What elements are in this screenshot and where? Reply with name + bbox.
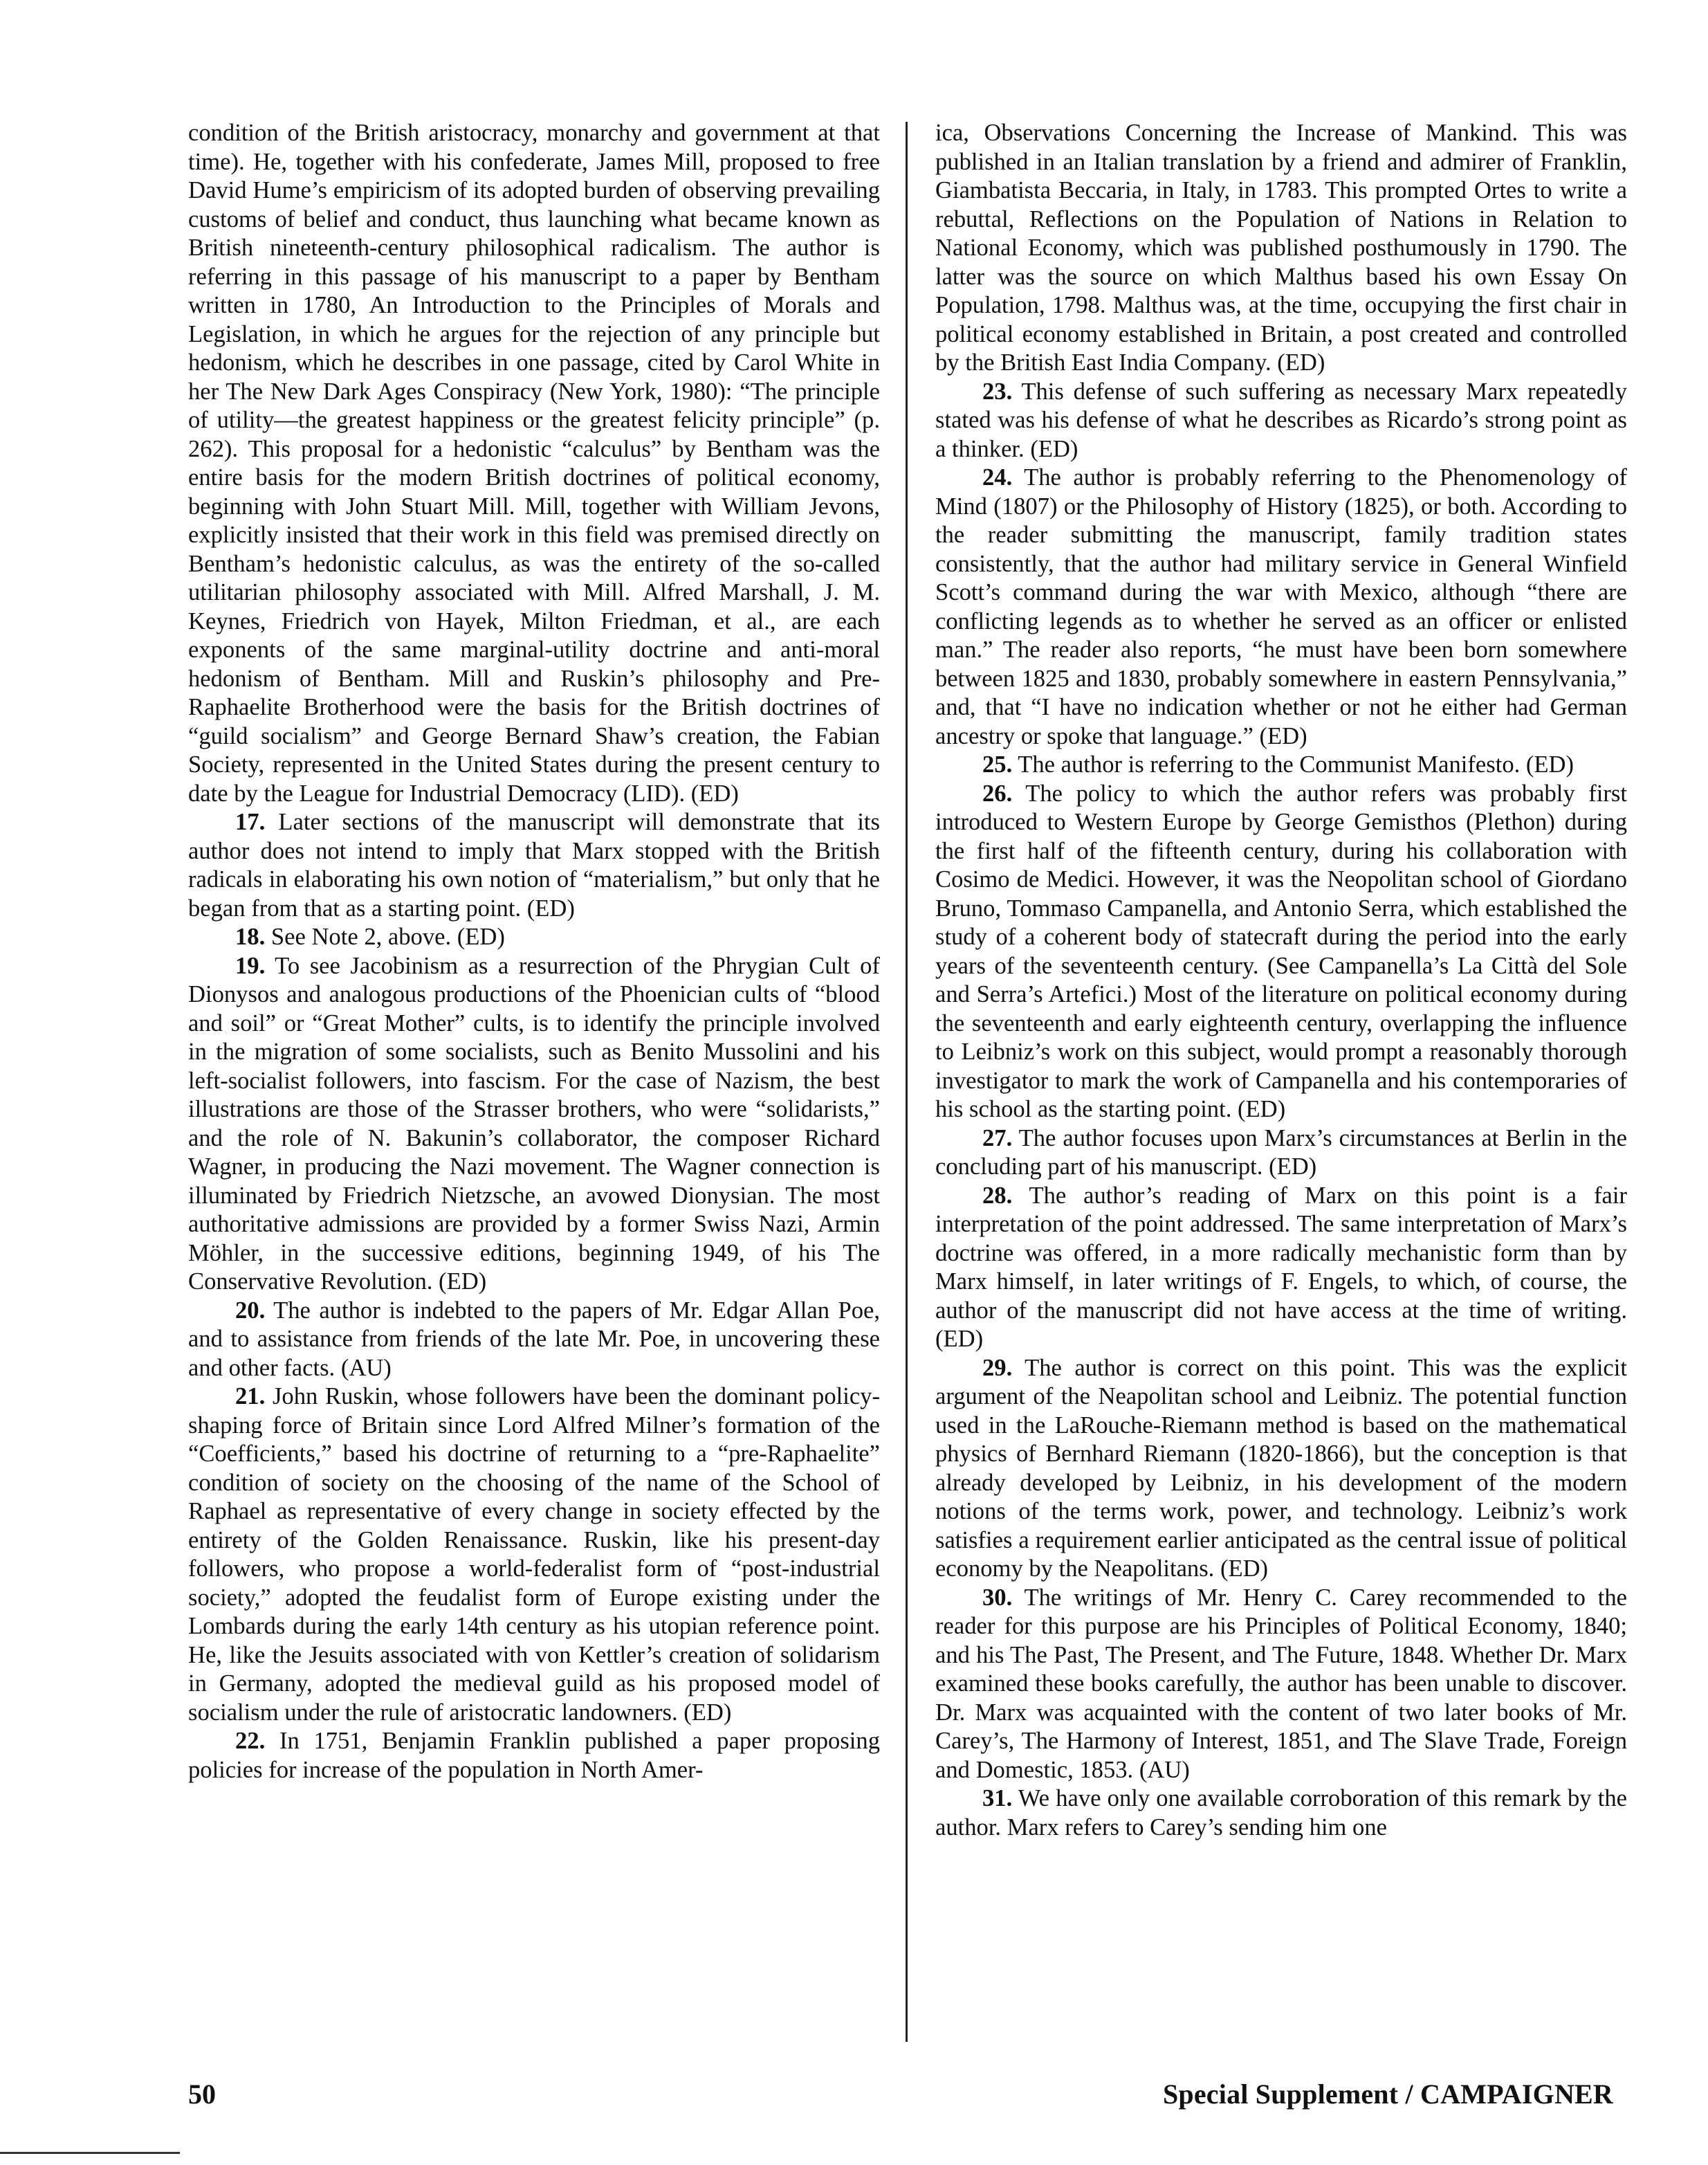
note-number: 23.	[982, 378, 1013, 405]
note-number: 21.	[235, 1383, 266, 1409]
note-text: We have only one available corroboration of this remark by the author. Marx refers to Carey’s sending him one	[935, 1785, 1627, 1840]
note-text: The author focuses upon Marx’s circumstances at Berlin in the concluding part of his manuscript. (ED)	[935, 1124, 1627, 1180]
note-18	[188, 923, 880, 952]
note-31	[935, 1784, 1627, 1842]
note-17	[188, 808, 880, 923]
note-text: See Note 2, above. (ED)	[270, 924, 505, 950]
note-25	[935, 751, 1627, 780]
note-number: 20.	[235, 1297, 266, 1324]
note-16-continuation: condition of the British aristocracy, monarchy and government at that time). He, together with his confederate, James Mill, proposed to free David Hume’s empiricism of its adopted burden of observing prevailing customs of belief and conduct, thus launching what became known as British nineteenth-century philosophical radicalism. The author is referring in this passage of his manuscript to a paper by Bentham written in 1780, An Introduction to the Principles of Morals and Legislation, in which he argues for the rejection of any principle but hedonism, which he describes in one passage, cited by Carol White in her The New Dark Ages Conspiracy (New York, 1980): “The principle of utility—the greatest happiness or the greatest felicity principle” (p. 262). This proposal for a hedonistic “calculus” by Bentham was the entire basis for the modern British doctrines of political economy, beginning with John Stuart Mill. Mill, together with William Jevons, explicitly insisted that their work in this field was premised directly on Bentham’s hedonistic calculus, as was the entirety of the so-called utilitarian philosophy associated with Mill. Alfred Marshall, J. M. Keynes, Friedrich von Hayek, Milton Friedman, et al., are each exponents of the same marginal-utility doctrine and anti-moral hedonism of Bentham. Mill and Ruskin’s philosophy and Pre-Raphaelite Brotherhood were the basis for the British doctrines of “guild socialism” and George Bernard Shaw’s creation, the Fabian Society, represented in the United States during the present century to date by the League for Industrial Democracy (LID). (ED)	[188, 120, 880, 807]
note-number: 17.	[235, 809, 266, 835]
note-27	[935, 1124, 1627, 1182]
note-19	[188, 952, 880, 1297]
note-29	[935, 1354, 1627, 1584]
note-text: To see Jacobinism as a resurrection of the Phrygian Cult of Dionysos and analogous productions of the Phoenician cults of “blood and soil” or “Great Mother” cults, is to identify the principle involved in the migration of some socialists, such as Benito Mussolini and his left-socialist followers, into fascism. For the case of Nazism, the best illustrations are those of the Strasser brothers, who were “solidarists,” and the role of N. Bakunin’s collaborator, the composer Richard Wagner, in producing the Nazi movement. The Wagner connection is illuminated by Friedrich Nietzsche, an avowed Dionysian. The most authoritative admissions are provided by a former Swiss Nazi, Armin Möhler, in the successive editions, beginning 1949, of his The Conservative Revolution. (ED)	[188, 952, 880, 1295]
note-number: 24.	[982, 464, 1013, 491]
note-number: 27.	[982, 1124, 1013, 1151]
note-text: The author is correct on this point. This was the explicit argument of the Neapolitan school and Leibniz. The potential function used in the LaRouche-Riemann method is based on the mathematical physics of Bernhard Riemann (1820-1866), but the conception is that already developed by Leibniz, in his development of the modern notions of the terms work, power, and technology. Leibniz’s work satisfies a requirement earlier anticipated as the central issue of political economy by the Neapolitans. (ED)	[935, 1354, 1627, 1582]
note-number: 31.	[982, 1785, 1013, 1811]
note-text: The author is indebted to the papers of Mr. Edgar Allan Poe, and to assistance from friends of the late Mr. Poe, in uncovering these and other facts. (AU)	[188, 1297, 880, 1381]
note-21	[188, 1382, 880, 1727]
note-text: This defense of such suffering as necessary Marx repeatedly stated was his defense of what he describes as Ricardo’s strong point as a thinker. (ED)	[935, 378, 1627, 462]
note-number: 22.	[235, 1728, 266, 1754]
note-text: Later sections of the manuscript will demonstrate that its author does not intend to imply that Marx stopped with the British radicals in elaborating his own notion of “materialism,” but only that he began from that as a starting point. (ED)	[188, 809, 880, 922]
note-30	[935, 1584, 1627, 1785]
note-23	[935, 378, 1627, 464]
note-20	[188, 1297, 880, 1383]
note-text: The author is probably referring to the Phenomenology of Mind (1807) or the Philosophy of History (1825), or both. According to the reader submitting the manuscript, family tradition states consistently, that the author had military service in General Winfield Scott’s command during the war with Mexico, although “there are conflicting legends as to whether he served as an officer or enlisted man.” The reader also reports, “he must have been born somewhere between 1825 and 1830, probably somewhere in eastern Pennsylvania,” and, that “I have no indication whether or not he either had German ancestry or spoke that language.” (ED)	[935, 464, 1627, 749]
note-number: 25.	[982, 751, 1013, 778]
note-text: The author is referring to the Communist Manifesto. (ED)	[1018, 751, 1574, 778]
page-number: 50	[188, 2079, 216, 2110]
note-text: In 1751, Benjamin Franklin published a paper proposing policies for increase of the population in North Amer-	[188, 1728, 880, 1783]
note-text: The writings of Mr. Henry C. Carey recommended to the reader for this purpose are his Principles of Political Economy, 1840; and his The Past, The Present, and The Future, 1848. Whether Dr. Marx examined these books carefully, the author has been unable to discover. Dr. Marx was acquainted with the content of two later books of Mr. Carey’s, The Harmony of Interest, 1851, and The Slave Trade, Foreign and Domestic, 1853. (AU)	[935, 1584, 1627, 1783]
note-number: 30.	[982, 1584, 1013, 1611]
left-column	[188, 119, 880, 1784]
note-text: The author’s reading of Marx on this point is a fair interpretation of the point addressed. The same interpretation of Marx’s doctrine was offered, in a more radically mechanistic form than by Marx himself, in later writings of F. Engels, to which, of course, the author of the manuscript did not have access at the time of writing. (ED)	[935, 1182, 1627, 1352]
bottom-edge-rule	[0, 2152, 180, 2154]
note-text: The policy to which the author refers was probably first introduced to Western Europe by George Gemisthos (Plethon) during the first half of the fifteenth century, during his collaboration with Cosimo de Medici. However, it was the Neopolitan school of Giordano Bruno, Tommaso Campanella, and Antonio Serra, which established the study of a coherent body of statecraft during the period into the early years of the seventeenth century. (See Campanella’s La Città del Sole and Serra’s Artefici.) Most of the literature on political economy during the seventeenth and early eighteenth century, overlapping the influence to Leibniz’s work on this subject, would prompt a reasonably thorough investigator to mark the work of Campanella and his contemporaries of his school as the starting point. (ED)	[935, 780, 1627, 1122]
note-26	[935, 780, 1627, 1124]
note-text: John Ruskin, whose followers have been the dominant policy-shaping force of Britain since Lord Alfred Milner’s formation of the “Coefficients,” based his doctrine of returning to a “pre-Raphaelite” condition of society on the choosing of the name of the School of Raphael as representative of every change in society effected by the entirety of the Golden Renaissance. Ruskin, like his present-day followers, who propose a world-federalist form of “post-industrial society,” adopted the feudalist form of Europe existing under the Lombards during the early 14th century as his utopian reference point. He, like the Jesuits associated with von Kettler’s creation of solidarism in Germany, adopted the medieval guild as his proposed model of socialism under the rule of aristocratic landowners. (ED)	[188, 1383, 880, 1726]
note-number: 18.	[235, 924, 266, 950]
column-divider	[906, 122, 908, 2042]
note-22-continuation: ica, Observations Concerning the Increase of Mankind. This was published in an Italian translation by a friend and admirer of Franklin, Giambatista Beccaria, in Italy, in 1783. This prompted Ortes to write a rebuttal, Reflections on the Population of Nations in Relation to National Economy, which was published posthumously in 1790. The latter was the source on which Malthus based his own Essay On Population, 1798. Malthus was, at the time, occupying the first chair in political economy established in Britain, a post created and controlled by the British East India Company. (ED)	[935, 120, 1627, 376]
note-22	[188, 1727, 880, 1784]
right-column	[935, 119, 1627, 1842]
note-24	[935, 464, 1627, 751]
running-head: Special Supplement / CAMPAIGNER	[1162, 2079, 1613, 2110]
note-number: 29.	[982, 1354, 1013, 1381]
note-number: 26.	[982, 780, 1013, 807]
note-number: 19.	[235, 952, 266, 979]
note-number: 28.	[982, 1182, 1013, 1209]
note-28	[935, 1182, 1627, 1354]
